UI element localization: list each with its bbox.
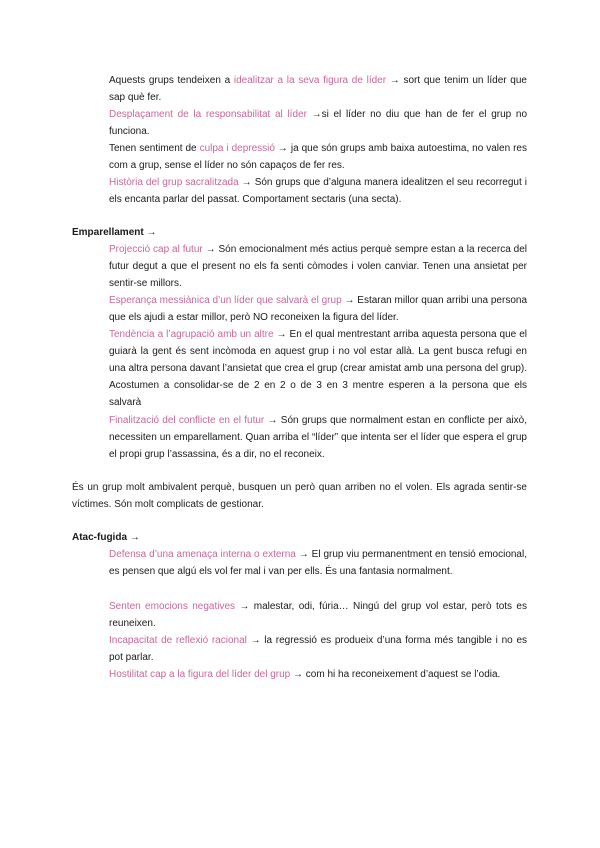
highlighted-term: Esperança messiànica d’un líder que salvarà el grup bbox=[109, 295, 342, 306]
highlighted-term: Finalització del conflicte en el futur bbox=[109, 415, 265, 426]
highlighted-term: Defensa d’una amenaça interna o externa bbox=[109, 549, 296, 560]
section-heading-emparellament: Emparellament → bbox=[72, 227, 157, 238]
highlighted-term: Desplaçament de la responsabilitat al líder bbox=[109, 109, 307, 120]
intro-item-2: Desplaçament de la responsabilitat al líder →si el líder no diu que han de fer el grup no funciona. bbox=[109, 109, 528, 137]
highlighted-term: Incapacitat de reflexió racional bbox=[109, 635, 247, 646]
highlighted-term: Tendència a l’agrupació amb un altre bbox=[109, 329, 274, 340]
atac-fugida-item-4: Hostilitat cap a la figura del líder del grup → com hi ha reconeixement d’aquest se l’odia. bbox=[109, 669, 501, 680]
atac-fugida-item-2: Senten emocions negatives → malestar, odi, fúria… Ningú del grup vol estar, però tots es reuneixen. bbox=[109, 601, 527, 629]
highlighted-term: culpa i depressió bbox=[199, 143, 275, 154]
highlighted-term: Història del grup sacralitzada bbox=[109, 177, 239, 188]
atac-fugida-item-1: Defensa d’una amenaça interna o externa → El grup viu permanentment en tensió emocional, es pensen que algú els vol fer mal i van per ells. És una fantasia normalment. bbox=[109, 549, 527, 577]
highlighted-term: Hostilitat cap a la figura del líder del grup bbox=[109, 669, 291, 680]
highlighted-term: Projecció cap al futur bbox=[109, 244, 203, 255]
highlighted-term: Senten emocions negatives bbox=[109, 601, 236, 612]
emparellament-item-4: Finalització del conflicte en el futur → Són grups que normalment estan en conflicte per això, necessiten un emparellament. Quan arriba el “líder” que intenta ser el líder que espera el grup el propi grup l’assassina, és a dir, no el reconeix. bbox=[109, 415, 527, 460]
section-heading-atac-fugida: Atac-fugida → bbox=[72, 532, 140, 543]
ambivalent-paragraph: És un grup molt ambivalent perquè, busquen un però quan arriben no el volen. Els agrada sentir-se víctimes. Són molt complicats de gestionar. bbox=[72, 482, 527, 510]
emparellament-item-2: Esperança messiànica d’un líder que salvarà el grup → Estaran millor quan arribi una persona que els ajudi a estar millor, però NO reconeixen la figura del líder. bbox=[109, 295, 528, 323]
intro-item-4: Història del grup sacralitzada → Són grups que d’alguna manera idealitzen el seu recorregut i els encanta parlar del passat. Comportament sectaris (una secta). bbox=[109, 177, 528, 205]
emparellament-item-3: Tendència a l’agrupació amb un altre → En el qual mentrestant arriba aquesta persona que el guiarà la gent és sent incòmoda en aquest grup i no vol estar allà. La gent busca refugi en una altra persona davant l’ansietat que crea el grup (crear amistat amb una persona del grup). Acostumen a consolidar-se de 2 en 2 o de 3 en 3 mentre esperen a la persona que els salvarà bbox=[109, 329, 528, 408]
atac-fugida-item-3: Incapacitat de reflexió racional → la regressió es produeix d’una forma més tangible i no es pot parlar. bbox=[109, 635, 528, 663]
emparellament-item-1: Projecció cap al futur → Són emocionalment més actius perquè sempre estan a la recerca del futur degut a que el present no els fa senti còmodes i volen canviar. Tenen una ansietat per sentir-se millors. bbox=[109, 244, 527, 289]
intro-item-3: Tenen sentiment de culpa i depressió → ja que són grups amb baixa autoestima, no valen res com a grup, sense el líder no són capaços de fer res. bbox=[109, 143, 527, 171]
intro-item-1: Aquests grups tendeixen a idealitzar a la seva figura de líder → sort que tenim un líder que sap què fer. bbox=[109, 75, 527, 103]
highlighted-term: idealitzar a la seva figura de líder bbox=[233, 75, 387, 86]
